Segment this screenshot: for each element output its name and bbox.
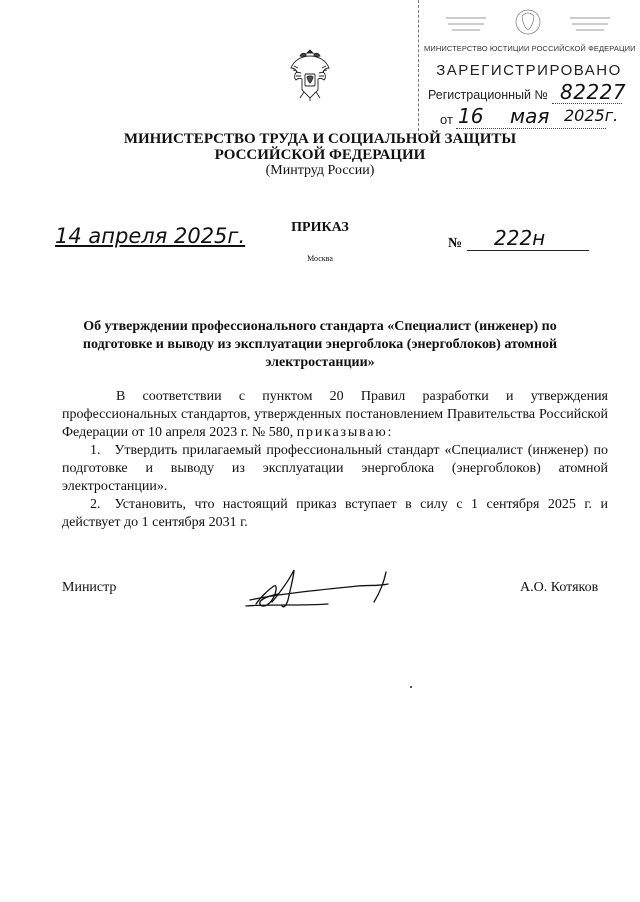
stamp-reg-number: 82227 xyxy=(560,80,627,104)
signatory-position: Министр xyxy=(62,580,117,595)
signature-icon xyxy=(238,560,408,616)
stamp-reg-number-label: Регистрационный № xyxy=(428,88,548,102)
paragraph-item-2: 2. Установить, что настоящий приказ вступает в силу с 1 сентября 2025 г. и действует до 1 сентября 2031 г. xyxy=(62,497,608,530)
stamp-date-day: 16 xyxy=(458,104,484,128)
paragraph-item-1: 1. Утвердить прилагаемый профессиональный стандарт «Специалист (инженер) по подготовке и выводу из эксплуатации энергоблока (энергоблоков) атомной электростанции». xyxy=(62,443,608,494)
signatory-name: А.О. Котяков xyxy=(520,580,599,595)
order-number: 222н xyxy=(494,226,546,250)
intro-paragraph xyxy=(62,388,608,442)
stamp-emblem-icon xyxy=(438,4,618,40)
stamp-date-year: 2025г. xyxy=(564,106,619,125)
intro-text: В соответствии с пунктом 20 Правил разработки и утверждения профессиональных стандартов, утвержденных постановлением Правительства Российской Федерации от 10 апреля 2023 г. № 580, xyxy=(62,389,608,440)
ministry-name: МИНИСТЕРСТВО ТРУДА И СОЦИАЛЬНОЙ ЗАЩИТЫ РОССИЙСКОЙ ФЕДЕРАЦИИ xyxy=(123,131,517,163)
stamp-status: ЗАРЕГИСТРИРОВАНО xyxy=(436,62,622,79)
stamp-ministry-name: МИНИСТЕРСТВО ЮСТИЦИИ РОССИЙСКОЙ ФЕДЕРАЦИИ xyxy=(424,44,636,53)
order-number-sign: № xyxy=(448,236,463,251)
ministry-short-name: (Минтруд России) xyxy=(265,163,375,178)
order-number-underline xyxy=(467,250,589,251)
intro-command: приказываю: xyxy=(296,425,394,440)
coat-of-arms-icon xyxy=(288,46,332,102)
stamp-date-month: мая xyxy=(510,104,550,128)
order-date: 14 апреля 2025г. xyxy=(55,224,246,248)
scan-speck xyxy=(410,686,412,688)
order-title: ПРИКАЗ xyxy=(291,220,349,235)
stamp-date-prefix: от xyxy=(440,112,453,127)
order-city: Москва xyxy=(307,254,333,263)
document-title: Об утверждении профессионального стандарта «Специалист (инженер) по подготовке и выводу из эксплуатации энергоблока (энергоблоков) атомной электростанции» xyxy=(82,319,558,370)
